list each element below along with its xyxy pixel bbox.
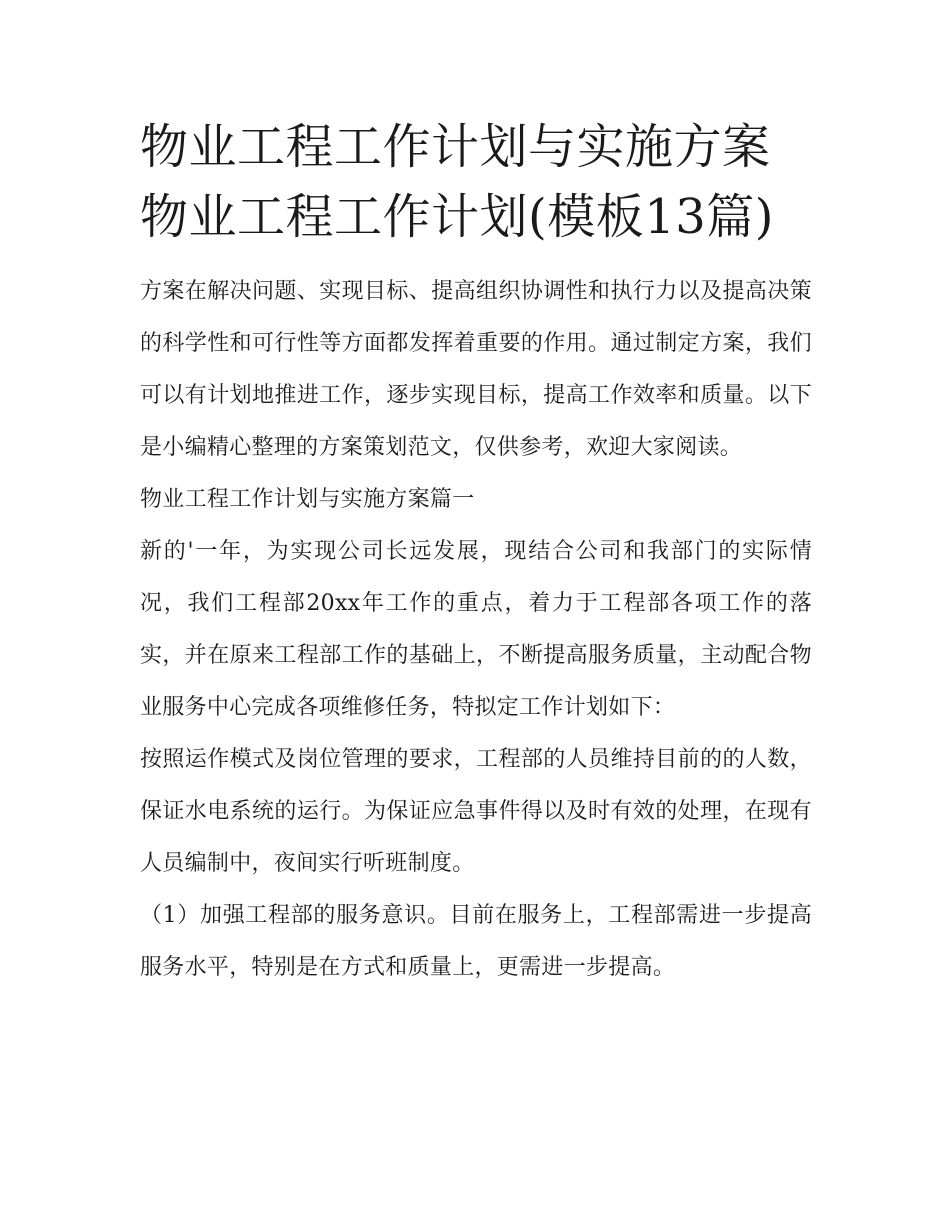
document-title [140,112,812,252]
body-paragraph-1: 新的'一年，为实现公司长远发展，现结合公司和我部门的实际情况，我们工程部20xx年工作的重点，着力于工程部各项工作的落实，并在原来工程部工作的基础上，不断提高服务质量，主动配合物业服务中心完成各项维修任务，特拟定工作计划如下： [140,539,812,720]
title-line-2: 物业工程工作计划(模板13篇) [140,189,775,245]
title-line-1: 物业工程工作计划与实施方案 [140,119,771,175]
document-page [140,112,812,994]
intro-paragraph: 方案在解决问题、实现目标、提高组织协调性和执行力以及提高决策的科学性和可行性等方面都发挥着重要的作用。通过制定方案，我们可以有计划地推进工作，逐步实现目标，提高工作效率和质量。以下是小编精心整理的方案策划范文，仅供参考，欢迎大家阅读。 [140,279,812,460]
body-paragraph-2: 按照运作模式及岗位管理的要求，工程部的人员维持目前的的人数，保证水电系统的运行。为保证应急事件得以及时有效的处理，在现有人员编制中，夜间实行听班制度。 [140,747,812,876]
body-paragraph-3: （1）加强工程部的服务意识。目前在服务上，工程部需进一步提高服务水平，特别是在方式和质量上，更需进一步提高。 [140,903,812,980]
document-body [140,266,812,994]
section-heading: 物业工程工作计划与实施方案篇一 [140,487,475,512]
